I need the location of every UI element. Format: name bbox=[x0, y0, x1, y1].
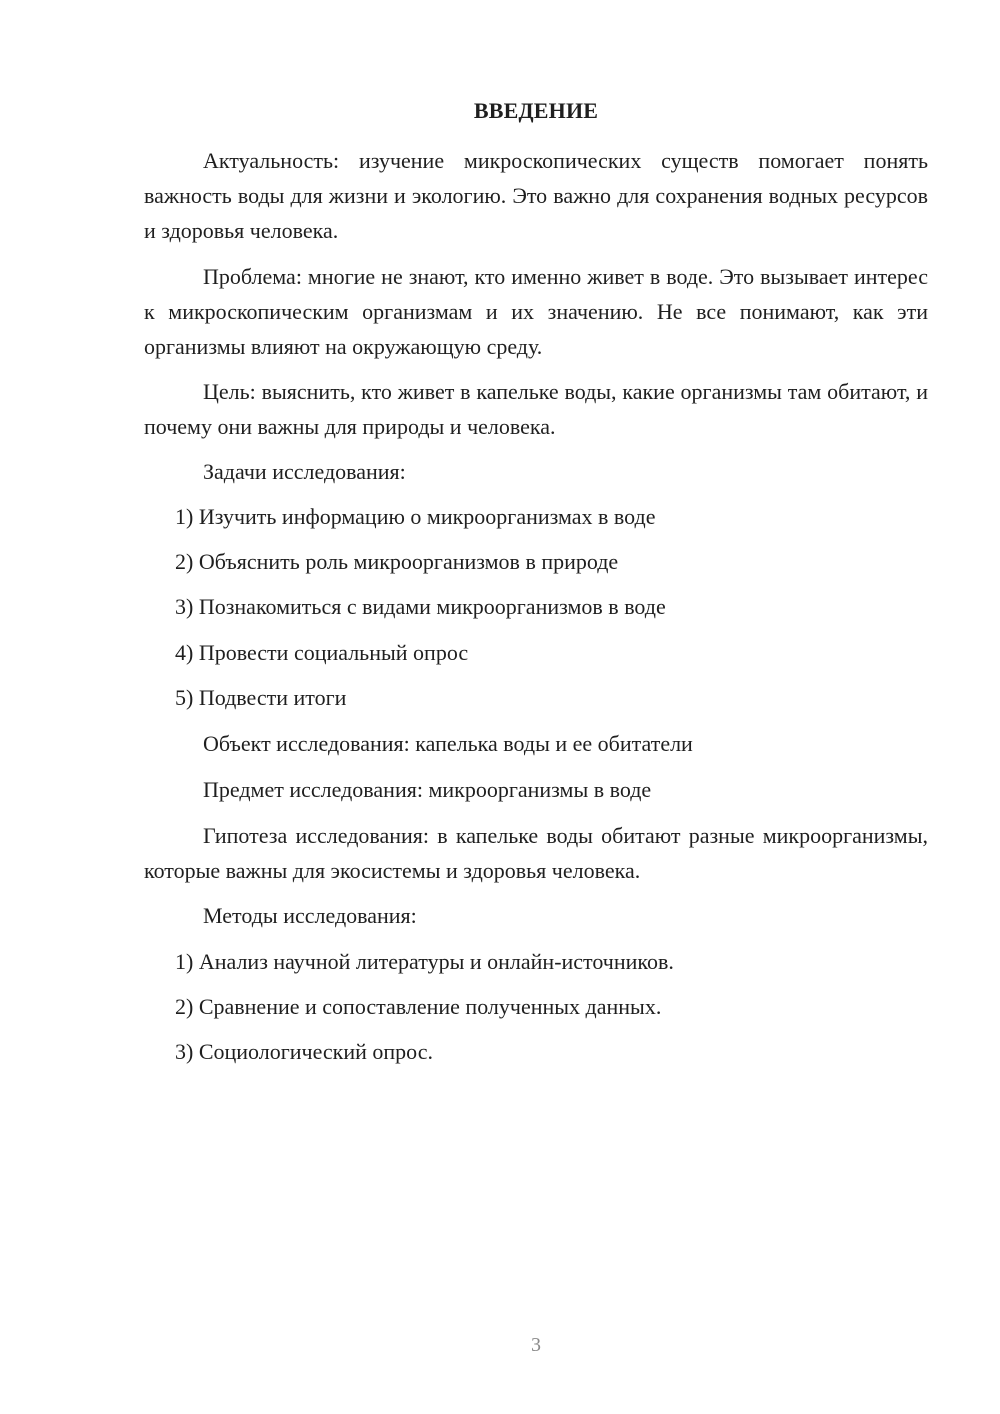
research-subject: Предмет исследования: микроорганизмы в воде bbox=[203, 777, 652, 802]
research-object: Объект исследования: капелька воды и ее обитатели bbox=[203, 731, 693, 756]
task-item-3: 3) Познакомиться с видами микроорганизмов в воде bbox=[175, 594, 666, 619]
task-item-2: 2) Объяснить роль микроорганизмов в природе bbox=[175, 549, 619, 574]
goal-paragraph: Цель: выяснить, кто живет в капельке воды, какие организмы там обитают, и почему они важны для природы и человека. bbox=[144, 379, 928, 439]
hypothesis-paragraph: Гипотеза исследования: в капельке воды обитают разные микроорганизмы, которые важны для экосистемы и здоровья человека. bbox=[144, 823, 928, 883]
page-number: 3 bbox=[531, 1334, 541, 1356]
tasks-heading: Задачи исследования: bbox=[203, 459, 406, 484]
problem-paragraph: Проблема: многие не знают, кто именно живет в воде. Это вызывает интерес к микроскопическим организмам и их значению. Не все понимают, как эти организмы влияют на окружающую среду. bbox=[144, 264, 928, 359]
method-item-3: 3) Социологический опрос. bbox=[175, 1039, 433, 1064]
task-item-5: 5) Подвести итоги bbox=[175, 685, 347, 710]
method-item-2: 2) Сравнение и сопоставление полученных данных. bbox=[175, 994, 662, 1019]
page-title: ВВЕДЕНИЕ bbox=[473, 98, 599, 123]
method-item-1: 1) Анализ научной литературы и онлайн-источников. bbox=[175, 949, 674, 974]
methods-heading: Методы исследования: bbox=[203, 903, 417, 928]
relevance-paragraph: Актуальность: изучение микроскопических существ помогает понять важность воды для жизни и экологию. Это важно для сохранения водных ресурсов и здоровья человека. bbox=[144, 148, 928, 243]
task-item-4: 4) Провести социальный опрос bbox=[175, 640, 469, 665]
task-item-1: 1) Изучить информацию о микроорганизмах в воде bbox=[175, 504, 656, 529]
